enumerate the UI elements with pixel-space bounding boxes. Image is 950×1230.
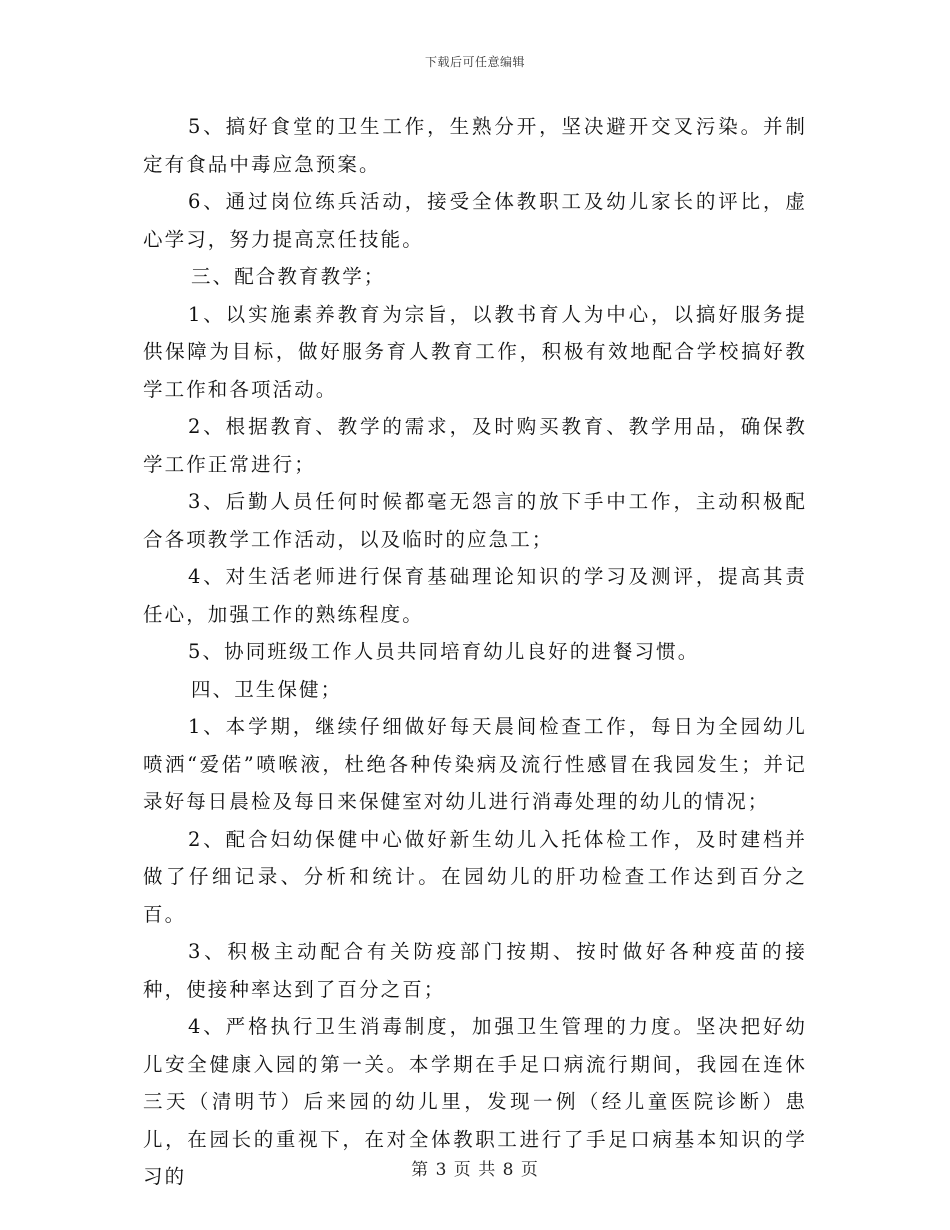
- paragraph-cooking-skills: 6、通过岗位练兵活动，接受全体教职工及幼儿家长的评比，虚心学习，努力提高烹任技能。: [143, 190, 807, 251]
- paragraph-canteen-hygiene: 5、搞好食堂的卫生工作，生熟分开，坚决避开交叉污染。并制定有食品中毒应急预案。: [143, 115, 807, 176]
- paragraph-teacher-training: 4、对生活老师进行保育基础理论知识的学习及测评，提高其责任心，加强工作的熟练程度。: [143, 565, 807, 626]
- paragraph-supplies: 2、根据教育、教学的需求，及时购买教育、教学用品，确保教学工作正常进行；: [143, 415, 807, 476]
- paragraph-disinfection: 4、严格执行卫生消毒制度，加强卫生管理的力度。坚决把好幼儿安全健康入园的第一关。本学期在手足口病流行期间，我园在连休三天（清明节）后来园的幼儿里，发现一例（经儿童医院诊断）患儿，在园长的重视下，在对全体教职工进行了手足口病基本知识的学习的: [143, 1015, 807, 1188]
- paragraph-logistics-staff: 3、后勤人员任何时候都毫无怨言的放下手中工作，主动积极配合各项教学工作活动，以及临时的应急工；: [143, 490, 807, 551]
- document-body: [143, 108, 807, 1196]
- section-heading-teaching: 三、配合教育教学；: [191, 265, 386, 288]
- page-number-footer: 第 3 页 共 8 页: [411, 1160, 539, 1180]
- page-header: 下载后可任意编辑: [424, 55, 525, 69]
- paragraph-morning-check: 1、本学期，继续仔细做好每天晨间检查工作，每日为全园幼儿喷洒“爱偌”喷喉液，杜绝各种传染病及流行性感冒在我园发生；并记录好每日晨检及每日来保健室对幼儿进行消毒处理的幼儿的情况；: [143, 715, 807, 813]
- paragraph-dining-habits: 5、协同班级工作人员共同培育幼儿良好的进餐习惯。: [188, 640, 700, 663]
- section-heading-health: 四、卫生保健；: [191, 677, 343, 701]
- paragraph-quality-education: 1、以实施素养教育为宗旨，以教书育人为中心，以搞好服务提供保障为目标，做好服务育人教育工作，积极有效地配合学校搞好教学工作和各项活动。: [143, 302, 807, 401]
- paragraph-vaccination: 3、积极主动配合有关防疫部门按期、按时做好各种疫苗的接种，使接种率达到了百分之百；: [143, 940, 807, 1001]
- paragraph-health-exam: 2、配合妇幼保健中心做好新生幼儿入托体检工作，及时建档并做了仔细记录、分析和统计。在园幼儿的肝功检查工作达到百分之百。: [143, 827, 807, 926]
